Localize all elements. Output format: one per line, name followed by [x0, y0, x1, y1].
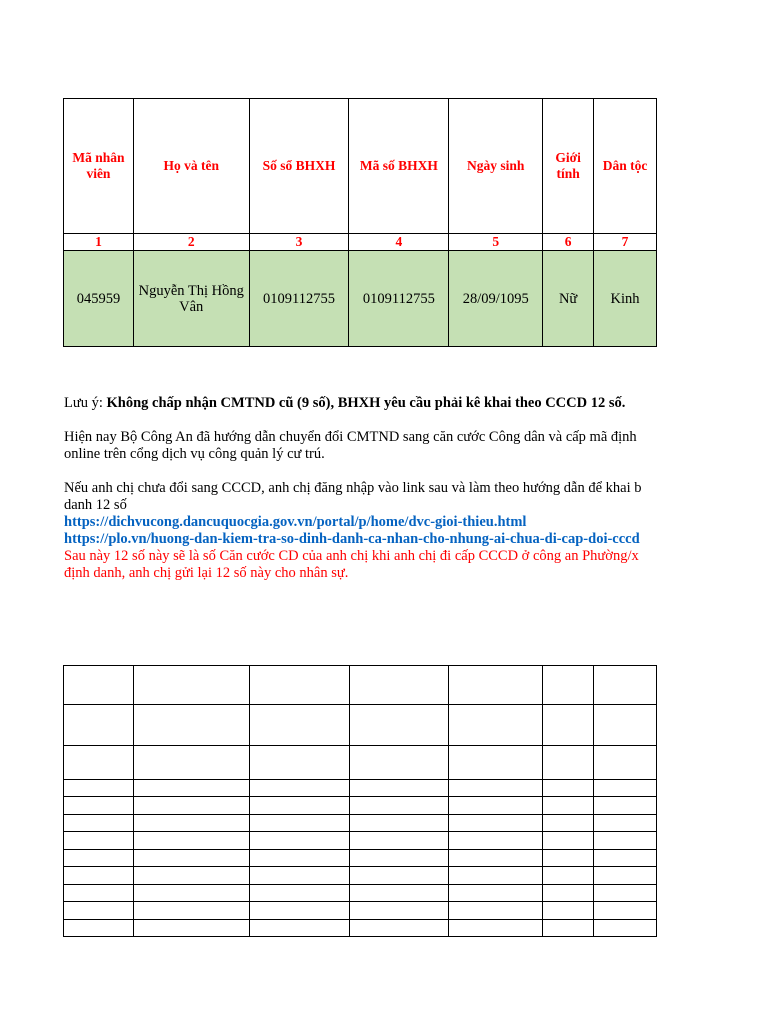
table-row: [64, 251, 657, 347]
empty-cell[interactable]: [133, 815, 249, 832]
empty-cell[interactable]: [133, 920, 249, 937]
cell-ma-nhan-vien[interactable]: 045959: [64, 251, 134, 347]
empty-cell[interactable]: [449, 850, 543, 867]
empty-cell[interactable]: [249, 780, 349, 797]
empty-cell[interactable]: [594, 705, 657, 746]
empty-cell[interactable]: [594, 746, 657, 780]
empty-cell[interactable]: [133, 885, 249, 902]
warning-text: Sau này 12 số này sẽ là số Căn cước CD của anh chị khi anh chị đi cấp CCCD ở công an Phường/x: [64, 548, 639, 564]
empty-cell[interactable]: [249, 902, 349, 920]
cell-ho-va-ten[interactable]: Nguyễn Thị Hồng Vân: [133, 251, 249, 347]
empty-row: [64, 832, 657, 850]
cell-ma-so-bhxh[interactable]: 0109112755: [349, 251, 449, 347]
empty-cell[interactable]: [349, 746, 449, 780]
empty-cell[interactable]: [449, 867, 543, 885]
header-ho-va-ten[interactable]: Họ và tên: [133, 99, 249, 234]
empty-cell[interactable]: [64, 902, 134, 920]
cell-dan-toc[interactable]: Kinh: [594, 251, 657, 347]
empty-cell[interactable]: [249, 885, 349, 902]
column-number[interactable]: 1: [64, 234, 134, 251]
column-number-row: [64, 234, 657, 251]
note-prefix: Lưu ý:: [64, 395, 103, 411]
empty-cell[interactable]: [64, 920, 134, 937]
empty-row: [64, 666, 657, 705]
empty-cell[interactable]: [249, 666, 349, 705]
empty-cell[interactable]: [133, 850, 249, 867]
empty-cell[interactable]: [64, 746, 134, 780]
empty-cell[interactable]: [349, 920, 449, 937]
empty-cell[interactable]: [349, 867, 449, 885]
empty-cell[interactable]: [349, 666, 449, 705]
empty-row: [64, 797, 657, 815]
paragraph-text: Nếu anh chị chưa đổi sang CCCD, anh chị đăng nhập vào link sau và làm theo hướng dẫn để khai b: [64, 480, 642, 496]
empty-cell[interactable]: [543, 832, 594, 850]
empty-cell[interactable]: [449, 815, 543, 832]
empty-cell[interactable]: [349, 885, 449, 902]
empty-cell[interactable]: [449, 885, 543, 902]
empty-cell[interactable]: [133, 780, 249, 797]
empty-cell[interactable]: [449, 666, 543, 705]
empty-row: [64, 815, 657, 832]
empty-cell[interactable]: [349, 797, 449, 815]
empty-cell[interactable]: [64, 850, 134, 867]
empty-cell[interactable]: [133, 666, 249, 705]
empty-cell[interactable]: [133, 705, 249, 746]
empty-cell[interactable]: [449, 797, 543, 815]
paragraph-text: online trên cổng dịch vụ công quản lý cư trú.: [64, 446, 325, 462]
empty-cell[interactable]: [249, 705, 349, 746]
empty-cell[interactable]: [543, 902, 594, 920]
empty-cell[interactable]: [249, 832, 349, 850]
empty-cell[interactable]: [543, 746, 594, 780]
header-ma-nhan-vien[interactable]: Mã nhân viên: [64, 99, 134, 234]
empty-row: [64, 902, 657, 920]
empty-cell[interactable]: [133, 902, 249, 920]
empty-cell[interactable]: [64, 885, 134, 902]
empty-cell[interactable]: [64, 705, 134, 746]
empty-cell[interactable]: [543, 920, 594, 937]
empty-cell[interactable]: [594, 867, 657, 885]
empty-cell[interactable]: [64, 867, 134, 885]
empty-cell[interactable]: [249, 850, 349, 867]
empty-cell[interactable]: [543, 815, 594, 832]
empty-cell[interactable]: [543, 867, 594, 885]
column-number[interactable]: 2: [133, 234, 249, 251]
column-number[interactable]: 3: [249, 234, 349, 251]
empty-cell[interactable]: [594, 850, 657, 867]
column-number[interactable]: 5: [449, 234, 543, 251]
empty-cell[interactable]: [449, 902, 543, 920]
notes-section: [64, 395, 658, 582]
empty-row: [64, 780, 657, 797]
empty-cell[interactable]: [594, 832, 657, 850]
empty-cell[interactable]: [543, 666, 594, 705]
empty-cell[interactable]: [594, 780, 657, 797]
header-ma-so-bhxh[interactable]: Mã số BHXH: [349, 99, 449, 234]
header-row: [64, 99, 657, 234]
empty-cell[interactable]: [543, 780, 594, 797]
paragraph-text: Hiện nay Bộ Công An đã hướng dẫn chuyển đổi CMTND sang căn cước Công dân và cấp mã định: [64, 429, 637, 445]
empty-cell[interactable]: [64, 666, 134, 705]
warning-text: định danh, anh chị gửi lại 12 số này cho nhân sự.: [64, 565, 349, 581]
empty-cell[interactable]: [349, 815, 449, 832]
employee-table: [63, 98, 657, 350]
empty-cell[interactable]: [64, 832, 134, 850]
dichvucong-link[interactable]: https://dichvucong.dancuquocgia.gov.vn/portal/p/home/dvc-gioi-thieu.html: [64, 514, 527, 530]
empty-cell[interactable]: [594, 666, 657, 705]
note-bold-text: Không chấp nhận CMTND cũ (9 số), BHXH yêu cầu phải kê khai theo CCCD 12 số.: [106, 395, 626, 411]
empty-row: [64, 705, 657, 746]
empty-cell[interactable]: [594, 815, 657, 832]
paragraph-text: danh 12 số: [64, 497, 127, 513]
empty-cell[interactable]: [249, 797, 349, 815]
note-line: [64, 395, 658, 412]
header-ngay-sinh[interactable]: Ngày sinh: [449, 99, 543, 234]
empty-cell[interactable]: [594, 902, 657, 920]
column-number[interactable]: 6: [543, 234, 594, 251]
empty-cell[interactable]: [133, 867, 249, 885]
header-so-so-bhxh[interactable]: Số sổ BHXH: [249, 99, 349, 234]
empty-cell[interactable]: [133, 746, 249, 780]
cell-ngay-sinh[interactable]: 28/09/1095: [449, 251, 543, 347]
empty-cell[interactable]: [543, 885, 594, 902]
empty-cell[interactable]: [449, 780, 543, 797]
empty-row: [64, 746, 657, 780]
empty-cell[interactable]: [449, 746, 543, 780]
empty-row: [64, 867, 657, 885]
header-dan-toc[interactable]: Dân tộc: [594, 99, 657, 234]
empty-cell[interactable]: [249, 867, 349, 885]
empty-cell[interactable]: [349, 832, 449, 850]
header-gioi-tinh[interactable]: Giới tính: [543, 99, 594, 234]
empty-row: [64, 885, 657, 902]
empty-cell[interactable]: [133, 832, 249, 850]
empty-cell[interactable]: [249, 815, 349, 832]
empty-cell[interactable]: [449, 920, 543, 937]
empty-row: [64, 920, 657, 937]
empty-cell[interactable]: [64, 780, 134, 797]
cell-gioi-tinh[interactable]: Nữ: [543, 251, 594, 347]
column-number[interactable]: 4: [349, 234, 449, 251]
empty-cell[interactable]: [249, 746, 349, 780]
empty-cell[interactable]: [349, 780, 449, 797]
empty-cell[interactable]: [249, 920, 349, 937]
empty-cell[interactable]: [449, 705, 543, 746]
empty-cell[interactable]: [594, 885, 657, 902]
plo-link[interactable]: https://plo.vn/huong-dan-kiem-tra-so-dinh-danh-ca-nhan-cho-nhung-ai-chua-di-cap-doi-cccd: [64, 531, 640, 547]
empty-cell[interactable]: [543, 850, 594, 867]
empty-cell[interactable]: [349, 705, 449, 746]
cell-so-so-bhxh[interactable]: 0109112755: [249, 251, 349, 347]
empty-cell[interactable]: [349, 902, 449, 920]
empty-cell[interactable]: [64, 815, 134, 832]
empty-cell[interactable]: [64, 797, 134, 815]
empty-row: [64, 850, 657, 867]
empty-table: [63, 665, 657, 955]
empty-cell[interactable]: [594, 920, 657, 937]
empty-cell[interactable]: [133, 797, 249, 815]
empty-cell[interactable]: [543, 705, 594, 746]
empty-cell[interactable]: [594, 797, 657, 815]
empty-cell[interactable]: [349, 850, 449, 867]
column-number[interactable]: 7: [594, 234, 657, 251]
empty-cell[interactable]: [543, 797, 594, 815]
empty-cell[interactable]: [449, 832, 543, 850]
